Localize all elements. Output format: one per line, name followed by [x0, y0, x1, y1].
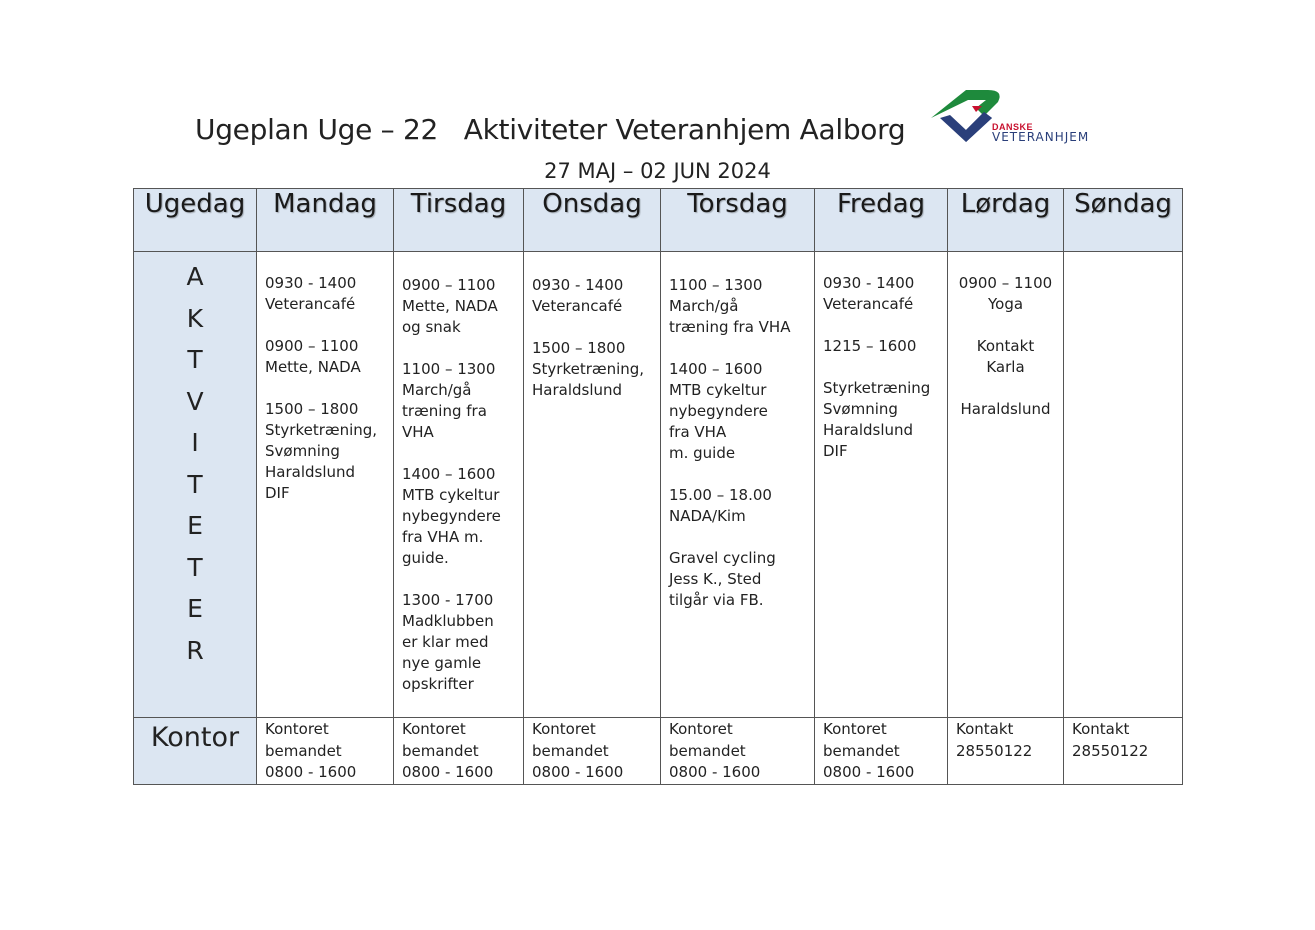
- activities-label: A K T V I T E T E R: [134, 252, 257, 718]
- activity-cell-onsdag: 0930 - 1400 Veterancafé 1500 – 1800 Styrketræning, Haraldslund: [524, 252, 661, 718]
- header-fredag: Fredag: [815, 189, 948, 252]
- header-row: [134, 189, 1183, 252]
- office-cell-lordag: Kontakt 28550122: [948, 718, 1064, 785]
- office-cell-onsdag: Kontoret bemandet 0800 - 1600: [524, 718, 661, 785]
- office-cell-torsdag: Kontoret bemandet 0800 - 1600: [661, 718, 815, 785]
- office-label: Kontor: [134, 718, 257, 785]
- logo-text-veteranhjem: VETERANHJEM: [992, 130, 1090, 144]
- date-range: 27 MAJ – 02 JUN 2024: [544, 159, 771, 183]
- office-cell-mandag: Kontoret bemandet 0800 - 1600: [257, 718, 394, 785]
- header-torsdag: Torsdag: [661, 189, 815, 252]
- office-cell-sondag: Kontakt 28550122: [1064, 718, 1183, 785]
- activity-cell-tirsdag: 0900 – 1100 Mette, NADA og snak 1100 – 1300 March/gå træning fra VHA 1400 – 1600 MTB cykeltur nybegyndere fra VHA m. guide. 1300 - 1700 Madklubben er klar med nye gamle opskrifter: [394, 252, 524, 718]
- activities-row: [134, 252, 1183, 718]
- header-onsdag: Onsdag: [524, 189, 661, 252]
- activity-cell-lordag: 0900 – 1100 Yoga Kontakt Karla Haraldslund: [948, 252, 1064, 718]
- header-mandag: Mandag: [257, 189, 394, 252]
- header-lordag: Lørdag: [948, 189, 1064, 252]
- logo-text-danske: DANSKE: [992, 122, 1034, 132]
- weekly-schedule-table: [133, 188, 1183, 785]
- activity-cell-fredag: 0930 - 1400 Veterancafé 1215 – 1600 Styrketræning Svømning Haraldslund DIF: [815, 252, 948, 718]
- activity-cell-sondag: [1064, 252, 1183, 718]
- header-ugedag: Ugedag: [134, 189, 257, 252]
- header-tirsdag: Tirsdag: [394, 189, 524, 252]
- office-row: [134, 718, 1183, 785]
- page-title: Ugeplan Uge – 22 Aktiviteter Veteranhjem Aalborg: [195, 113, 906, 146]
- office-cell-tirsdag: Kontoret bemandet 0800 - 1600: [394, 718, 524, 785]
- activity-cell-torsdag: 1100 – 1300 March/gå træning fra VHA 1400 – 1600 MTB cykeltur nybegyndere fra VHA m. guide 15.00 – 18.00 NADA/Kim Gravel cycling Jess K., Sted tilgår via FB.: [661, 252, 815, 718]
- office-cell-fredag: Kontoret bemandet 0800 - 1600: [815, 718, 948, 785]
- header-sondag: Søndag: [1064, 189, 1183, 252]
- activity-cell-mandag: 0930 - 1400 Veterancafé 0900 – 1100 Mette, NADA 1500 – 1800 Styrketræning, Svømning Haraldslund DIF: [257, 252, 394, 718]
